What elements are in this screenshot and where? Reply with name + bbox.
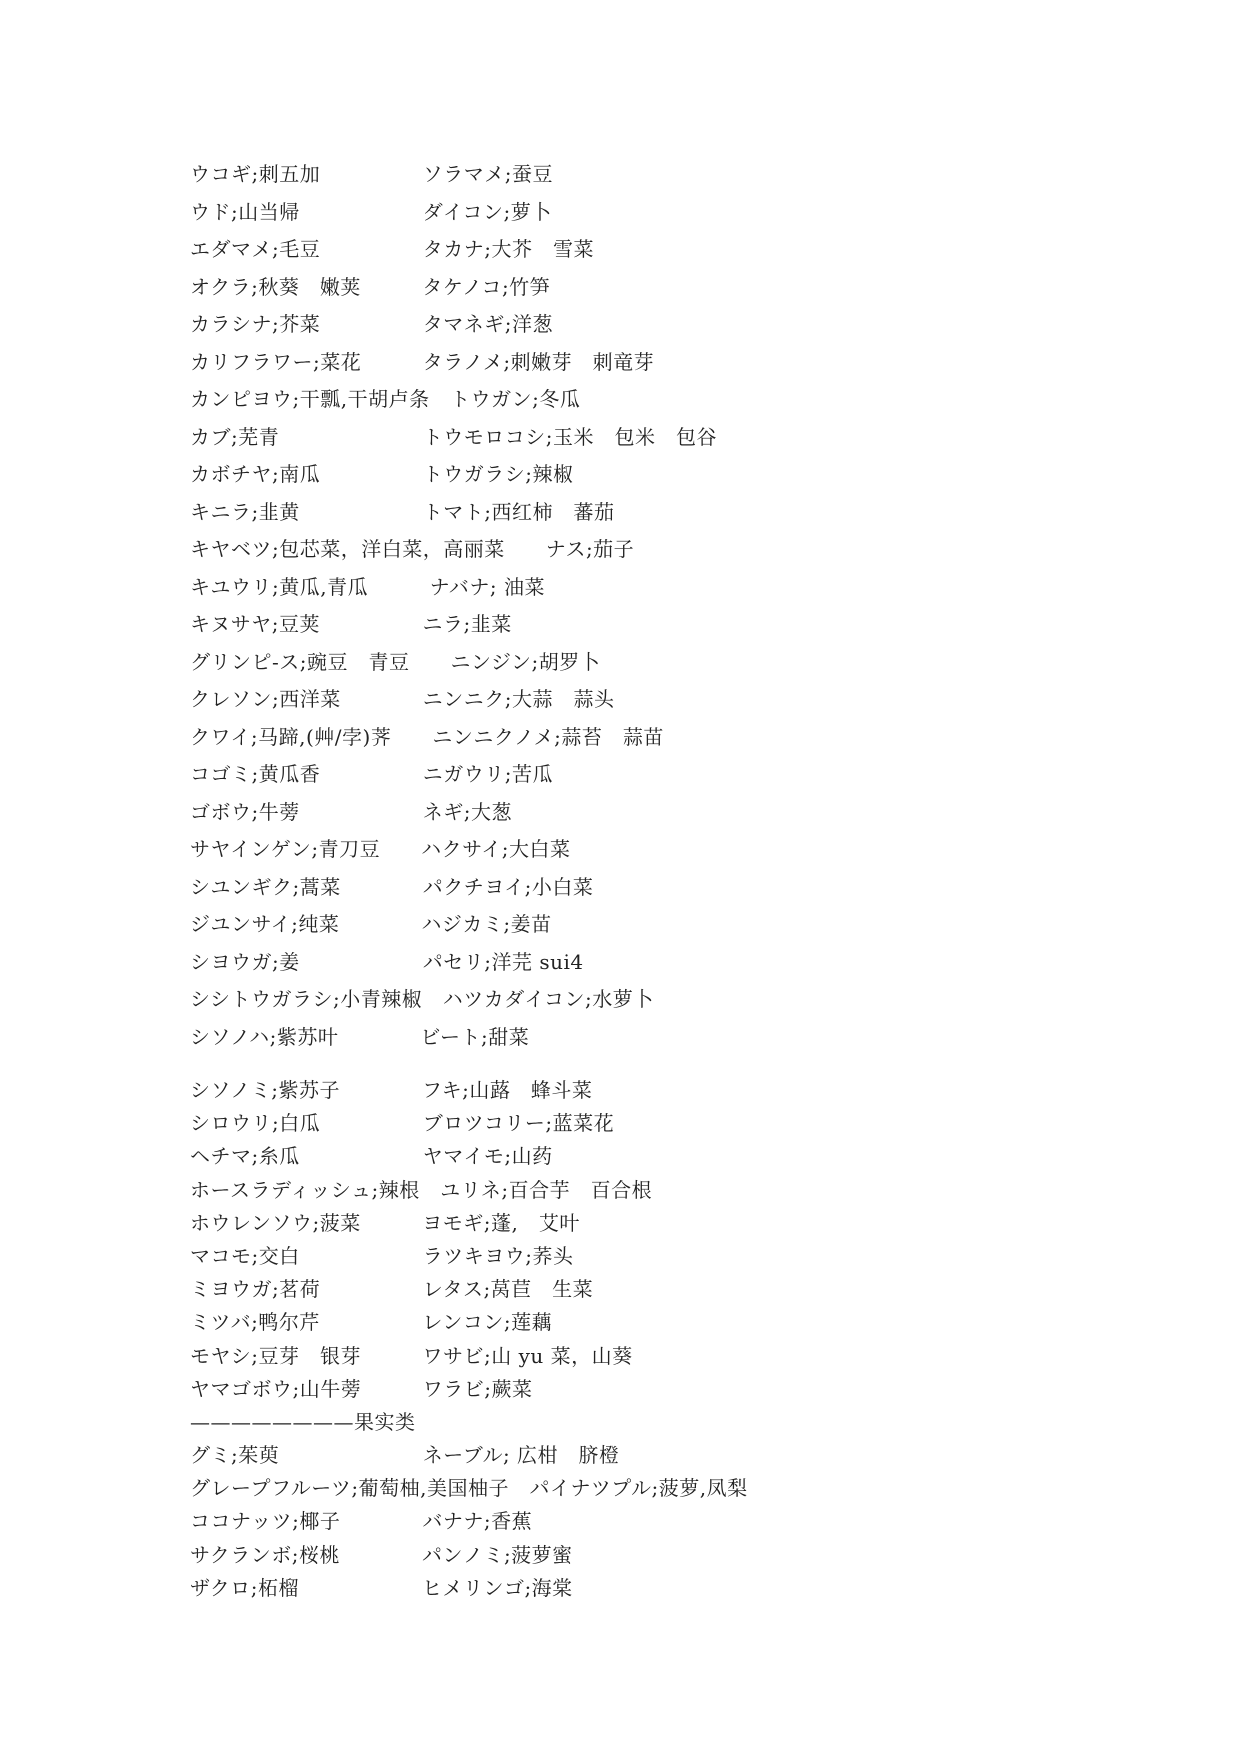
vegetable-section [190,156,1170,1056]
list-item: シソノミ;紫苏子 フキ;山蕗 蜂斗菜 [190,1078,593,1102]
list-item: カンピヨウ;干瓢,干胡卢条 トウガン;冬瓜 [190,387,581,411]
list-item: ヘチマ;糸瓜 ヤマイモ;山药 [190,1144,553,1169]
list-item: キヌサヤ;豆荚 ニラ;韭菜 [190,612,512,636]
list-item: シシトウガラシ;小青辣椒 ハツカダイコン;水萝卜 [190,987,654,1011]
list-item: ホースラディッシュ;辣根 ユリネ;百合芋 百合根 [190,1177,653,1202]
section-heading-fruit: ————————果实类 [190,1409,416,1434]
list-item: グレープフルーツ;葡萄柚,美国柚子 パイナツプル;菠萝,凤梨 [190,1476,748,1501]
vegetable-fruit-section [190,1074,1170,1605]
list-item: マコモ;交白 ラツキヨウ;荞头 [190,1243,574,1268]
list-item: シロウリ;白瓜 ブロツコリー;蓝菜花 [190,1111,615,1136]
list-item: ホウレンソウ;菠菜 ヨモギ;蓬, 艾叶 [190,1210,580,1235]
list-item: ウド;山当帰 ダイコン;萝卜 [190,199,552,224]
list-item: エダマメ;毛豆 タカナ;大芥 雪菜 [190,237,594,261]
list-item: シユンギク;蒿菜 パクチヨイ;小白菜 [190,874,594,899]
list-item: カボチヤ;南瓜 トウガラシ;辣椒 [190,462,574,486]
list-item: ココナッツ;椰子 バナナ;香蕉 [190,1509,533,1534]
list-item: サクランボ;桜桃 パンノミ;菠萝蜜 [190,1542,573,1567]
list-item: モヤシ;豆芽 银芽 ワサビ;山 yu 菜，山葵 [190,1343,633,1368]
list-item: ザクロ;柘榴 ヒメリンゴ;海棠 [190,1575,573,1600]
list-item: キユウリ;黄瓜,青瓜 ナバナ; 油菜 [190,574,545,599]
list-item: グリンピ-ス;豌豆 青豆 ニンジン;胡罗卜 [190,649,601,674]
list-item: キニラ;韭黄 トマト;西红柿 蕃茄 [190,499,615,524]
list-item: ウコギ;刺五加 ソラマメ;蚕豆 [190,162,553,186]
list-item: コゴミ;黄瓜香 ニガウリ;苦瓜 [190,762,553,786]
list-item: ミヨウガ;茗荷 レタス;莴苣 生菜 [190,1277,594,1302]
list-item: シヨウガ;姜 パセリ;洋芫 sui4 [190,949,584,974]
list-item: ジユンサイ;纯菜 ハジカミ;姜苗 [190,912,552,936]
list-item: カブ;芜青 トウモロコシ;玉米 包米 包谷 [190,424,717,449]
list-item: オクラ;秋葵 嫩荚 タケノコ;竹笋 [190,274,551,299]
vocabulary-list [190,156,1170,1605]
list-item: ミツバ;鸭尔芹 レンコン;莲藕 [190,1310,553,1335]
list-item: キヤベツ;包芯菜，洋白菜，高丽菜 ナス;茄子 [190,537,635,561]
list-item: シソノハ;紫苏叶 ビート;甜菜 [190,1024,530,1049]
list-item: クレソン;西洋菜 ニンニク;大蒜 蒜头 [190,687,615,711]
list-item: カラシナ;芥菜 タマネギ;洋葱 [190,312,553,336]
list-item: クワイ;马蹄,(艸/孛)荠 ニンニクノメ;蒜苔 蒜苗 [190,724,664,749]
list-item: ヤマゴボウ;山牛蒡 ワラビ;蕨菜 [190,1376,533,1401]
list-item: サヤインゲン;青刀豆 ハクサイ;大白菜 [190,837,571,861]
list-item: カリフラワー;菜花 タラノメ;刺嫩芽 刺竜芽 [190,349,655,374]
list-item: グミ;茱萸 ネーブル; 広柑 脐橙 [190,1443,620,1468]
list-item: ゴボウ;牛蒡 ネギ;大葱 [190,799,512,824]
